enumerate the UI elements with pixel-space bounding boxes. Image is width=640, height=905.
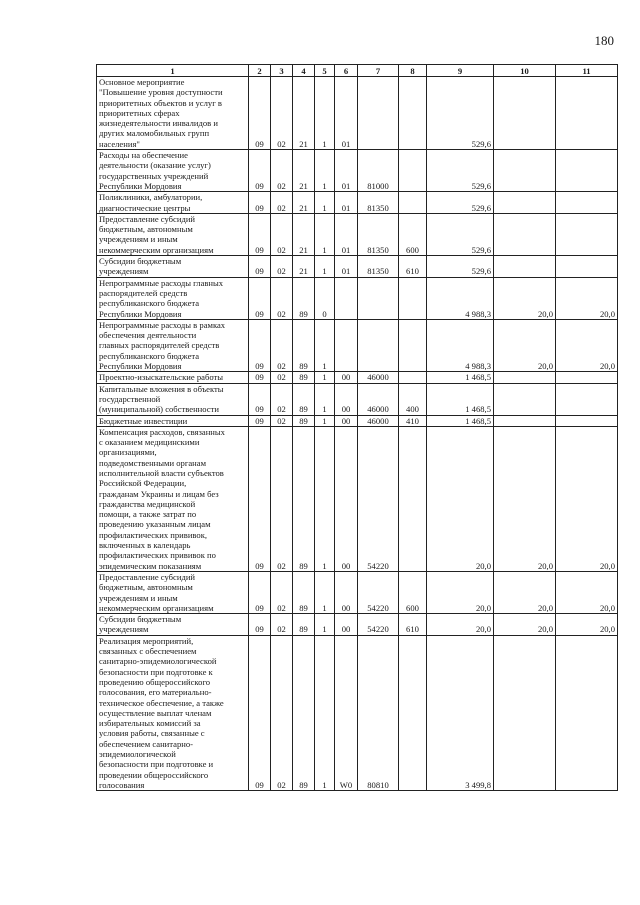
column-header: 10 [494,65,556,77]
code-cell: 02 [271,415,293,426]
table-row [97,150,618,192]
row-name-cell: Реализация мероприятий, связанных с обеспечением санитарно-эпидемиологической безопасности при подготовке к проведению общероссийского голосования, его материально- техническое обеспечение, а также осуществление выплат членам избирательных комиссий за условия работы, связанные с обеспечением санитарно- эпидемиологической безопасности при подготовке и проведении общероссийского голосования [97,635,249,790]
code-cell: 02 [271,77,293,150]
code-cell: 01 [335,213,358,255]
amount-cell [494,192,556,214]
column-header: 8 [399,65,427,77]
code-cell: 54220 [358,571,399,613]
code-cell: 02 [271,571,293,613]
code-cell: 21 [293,192,315,214]
code-cell: 1 [315,192,335,214]
code-cell [399,77,427,150]
code-cell: 600 [399,213,427,255]
amount-cell [494,372,556,383]
amount-cell [556,213,618,255]
amount-cell: 529,6 [427,213,494,255]
code-cell: 00 [335,383,358,415]
table-row [97,213,618,255]
code-cell: 610 [399,614,427,636]
amount-cell: 20,0 [556,426,618,571]
amount-cell [556,192,618,214]
amount-cell: 20,0 [427,614,494,636]
code-cell: 09 [249,192,271,214]
code-cell: 09 [249,150,271,192]
code-cell: 410 [399,415,427,426]
code-cell: 09 [249,571,271,613]
amount-cell [556,635,618,790]
code-cell: 89 [293,426,315,571]
amount-cell: 20,0 [494,426,556,571]
code-cell: 01 [335,256,358,278]
code-cell: 00 [335,426,358,571]
code-cell: 1 [315,415,335,426]
row-name-cell: Непрограммные расходы в рамках обеспечения деятельности главных распорядителей средств республиканского бюджета Республики Мордовия [97,319,249,371]
row-name-cell: Основное мероприятие "Повышение уровня доступности приоритетных объектов и услуг в приоритетных сферах жизнедеятельности инвалидов и других маломобильных групп населения" [97,77,249,150]
code-cell: 00 [335,415,358,426]
row-name-cell: Компенсация расходов, связанных с оказанием медицинскими организациями, подведомственными органам исполнительной власти субъектов Российской Федерации, гражданам Украины и лицам без гражданства медицинской помощи, а также затрат по проведению указанным лицам профилактических прививок, включенных в календарь профилактических прививок по эпидемическим показаниям [97,426,249,571]
amount-cell [556,415,618,426]
amount-cell: 1 468,5 [427,383,494,415]
code-cell: 1 [315,256,335,278]
amount-cell [494,415,556,426]
code-cell: 02 [271,426,293,571]
code-cell [399,635,427,790]
code-cell [335,277,358,319]
code-cell: 02 [271,277,293,319]
row-name-cell: Предоставление субсидий бюджетным, автономным учреждениям и иным некоммерческим организациям [97,213,249,255]
column-header: 3 [271,65,293,77]
code-cell [335,319,358,371]
column-header: 6 [335,65,358,77]
code-cell [399,277,427,319]
code-cell: 54220 [358,614,399,636]
amount-cell: 20,0 [494,614,556,636]
amount-cell [494,635,556,790]
code-cell: 89 [293,372,315,383]
row-name-cell: Предоставление субсидий бюджетным, автономным учреждениям и иным некоммерческим организациям [97,571,249,613]
code-cell: 1 [315,635,335,790]
code-cell: 21 [293,150,315,192]
amount-cell: 20,0 [427,426,494,571]
code-cell: 21 [293,256,315,278]
code-cell: 02 [271,372,293,383]
code-cell: 09 [249,277,271,319]
table-row [97,319,618,371]
code-cell: 21 [293,77,315,150]
code-cell: 89 [293,415,315,426]
code-cell: 46000 [358,415,399,426]
code-cell: 89 [293,383,315,415]
table-row [97,635,618,790]
code-cell: 1 [315,319,335,371]
amount-cell: 1 468,5 [427,415,494,426]
row-name-cell: Проектно-изыскательские работы [97,372,249,383]
amount-cell [556,77,618,150]
code-cell: 1 [315,213,335,255]
row-name-cell: Субсидии бюджетным учреждениям [97,256,249,278]
code-cell: 1 [315,571,335,613]
table-row [97,192,618,214]
code-cell: 02 [271,150,293,192]
code-cell: 02 [271,383,293,415]
code-cell: 81350 [358,256,399,278]
code-cell: 89 [293,571,315,613]
code-cell: 00 [335,571,358,613]
table-row [97,415,618,426]
code-cell: 00 [335,372,358,383]
code-cell: 1 [315,77,335,150]
code-cell: 54220 [358,426,399,571]
row-name-cell: Капитальные вложения в объекты государственной (муниципальной) собственности [97,383,249,415]
code-cell: 09 [249,635,271,790]
column-header: 5 [315,65,335,77]
amount-cell: 529,6 [427,150,494,192]
code-cell: 02 [271,256,293,278]
code-cell: 80810 [358,635,399,790]
code-cell: 09 [249,415,271,426]
amount-cell: 20,0 [556,614,618,636]
code-cell: 89 [293,319,315,371]
code-cell: 400 [399,383,427,415]
code-cell: 02 [271,319,293,371]
row-name-cell: Непрограммные расходы главных распорядителей средств республиканского бюджета Республики Мордовия [97,277,249,319]
code-cell: 0 [315,277,335,319]
amount-cell [494,383,556,415]
code-cell: 00 [335,614,358,636]
amount-cell: 20,0 [494,571,556,613]
row-name-cell: Субсидии бюджетным учреждениям [97,614,249,636]
code-cell [399,426,427,571]
code-cell: 09 [249,383,271,415]
code-cell: 1 [315,383,335,415]
column-header: 4 [293,65,315,77]
code-cell: 09 [249,614,271,636]
amount-cell: 20,0 [494,277,556,319]
amount-cell [494,150,556,192]
table-row [97,277,618,319]
code-cell: 09 [249,426,271,571]
amount-cell: 4 988,3 [427,277,494,319]
code-cell: 610 [399,256,427,278]
code-cell [358,319,399,371]
amount-cell: 1 468,5 [427,372,494,383]
column-header: 11 [556,65,618,77]
amount-cell: 529,6 [427,192,494,214]
code-cell [399,319,427,371]
code-cell: 01 [335,192,358,214]
code-cell: W0 [335,635,358,790]
code-cell: 1 [315,372,335,383]
row-name-cell: Расходы на обеспечение деятельности (оказание услуг) государственных учреждений Республики Мордовия [97,150,249,192]
code-cell: 09 [249,77,271,150]
code-cell: 02 [271,614,293,636]
code-cell [399,372,427,383]
column-header: 1 [97,65,249,77]
page-number: 180 [594,33,614,48]
code-cell: 01 [335,150,358,192]
row-name-cell: Поликлиники, амбулатории, диагностические центры [97,192,249,214]
code-cell: 02 [271,192,293,214]
code-cell [399,150,427,192]
code-cell: 09 [249,256,271,278]
code-cell: 09 [249,213,271,255]
amount-cell [494,256,556,278]
amount-cell [556,372,618,383]
table-header-row [97,65,618,77]
column-header: 9 [427,65,494,77]
code-cell: 89 [293,614,315,636]
code-cell: 81000 [358,150,399,192]
column-header: 2 [249,65,271,77]
code-cell: 1 [315,150,335,192]
amount-cell [556,256,618,278]
code-cell [358,77,399,150]
amount-cell: 20,0 [427,571,494,613]
code-cell: 89 [293,635,315,790]
code-cell: 09 [249,372,271,383]
code-cell: 89 [293,277,315,319]
amount-cell: 4 988,3 [427,319,494,371]
table-row [97,383,618,415]
table-row [97,426,618,571]
table-row [97,614,618,636]
code-cell: 09 [249,319,271,371]
amount-cell [556,383,618,415]
code-cell [399,192,427,214]
amount-cell: 529,6 [427,256,494,278]
code-cell: 46000 [358,372,399,383]
amount-cell: 20,0 [556,319,618,371]
amount-cell [494,213,556,255]
amount-cell: 529,6 [427,77,494,150]
code-cell: 02 [271,213,293,255]
code-cell: 02 [271,635,293,790]
amount-cell [556,150,618,192]
column-header: 7 [358,65,399,77]
table-row [97,571,618,613]
budget-table [96,64,618,791]
code-cell: 1 [315,614,335,636]
amount-cell [494,77,556,150]
code-cell: 81350 [358,213,399,255]
code-cell: 46000 [358,383,399,415]
amount-cell: 20,0 [494,319,556,371]
code-cell: 21 [293,213,315,255]
code-cell: 1 [315,426,335,571]
row-name-cell: Бюджетные инвестиции [97,415,249,426]
amount-cell: 3 499,8 [427,635,494,790]
code-cell [358,277,399,319]
table-row [97,372,618,383]
code-cell: 81350 [358,192,399,214]
code-cell: 600 [399,571,427,613]
amount-cell: 20,0 [556,277,618,319]
code-cell: 01 [335,77,358,150]
table-row [97,256,618,278]
table-row [97,77,618,150]
amount-cell: 20,0 [556,571,618,613]
